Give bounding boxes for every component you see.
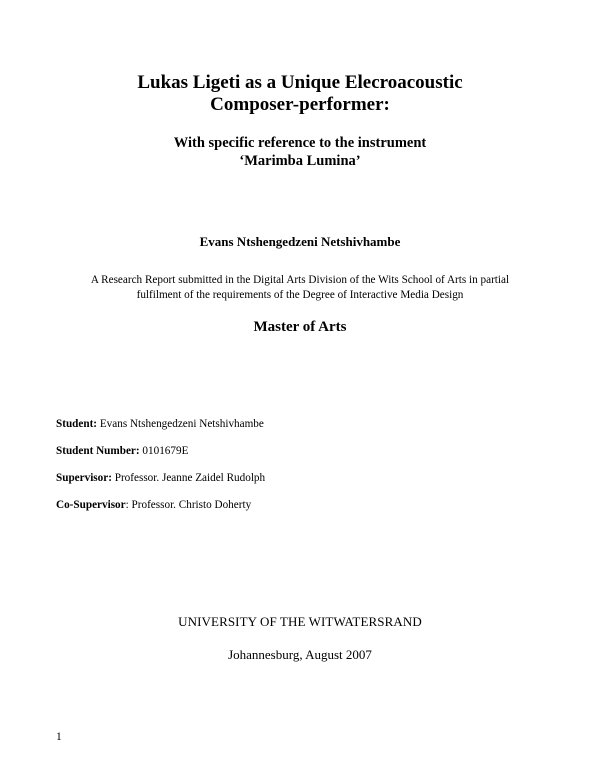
place-and-date: Johannesburg, August 2007 [228, 647, 372, 662]
detail-label: Co-Supervisor [56, 499, 126, 511]
title-line-2: Composer-performer: [210, 94, 390, 115]
detail-row-supervisor [56, 471, 536, 485]
degree-title: Master of Arts [253, 319, 347, 335]
title-line-1: Lukas Ligeti as a Unique Elecroacoustic [137, 72, 463, 93]
report-statement [56, 273, 544, 303]
university-name: UNIVERSITY OF THE WITWATERSRAND [178, 614, 422, 629]
report-line-2: fulfilment of the requirements of the Degree of Interactive Media Design [136, 289, 464, 301]
author-name: Evans Ntshengedzeni Netshivhambe [199, 234, 401, 249]
detail-value: Evans Ntshengedzeni Netshivhambe [97, 418, 264, 430]
detail-value: Professor. Jeanne Zaidel Rudolph [111, 472, 266, 484]
detail-label: Student Number: [56, 445, 140, 457]
document-subtitle [40, 134, 560, 170]
subtitle-line-1: With specific reference to the instrument [173, 135, 427, 151]
document-title [40, 72, 560, 116]
detail-label: Student: [56, 418, 98, 430]
detail-value: : Professor. Christo Doherty [125, 499, 252, 511]
detail-label: Supervisor: [56, 472, 112, 484]
student-details [56, 417, 536, 525]
detail-value: 0101679E [139, 445, 189, 457]
subtitle-line-2: ‘Marimba Lumina’ [239, 153, 361, 169]
detail-row-co-supervisor [56, 498, 536, 512]
detail-row-student [56, 417, 536, 431]
detail-row-student-number [56, 444, 536, 458]
report-line-1: A Research Report submitted in the Digital Arts Division of the Wits School of Arts in partial [90, 274, 510, 286]
page-number: 1 [56, 731, 62, 743]
